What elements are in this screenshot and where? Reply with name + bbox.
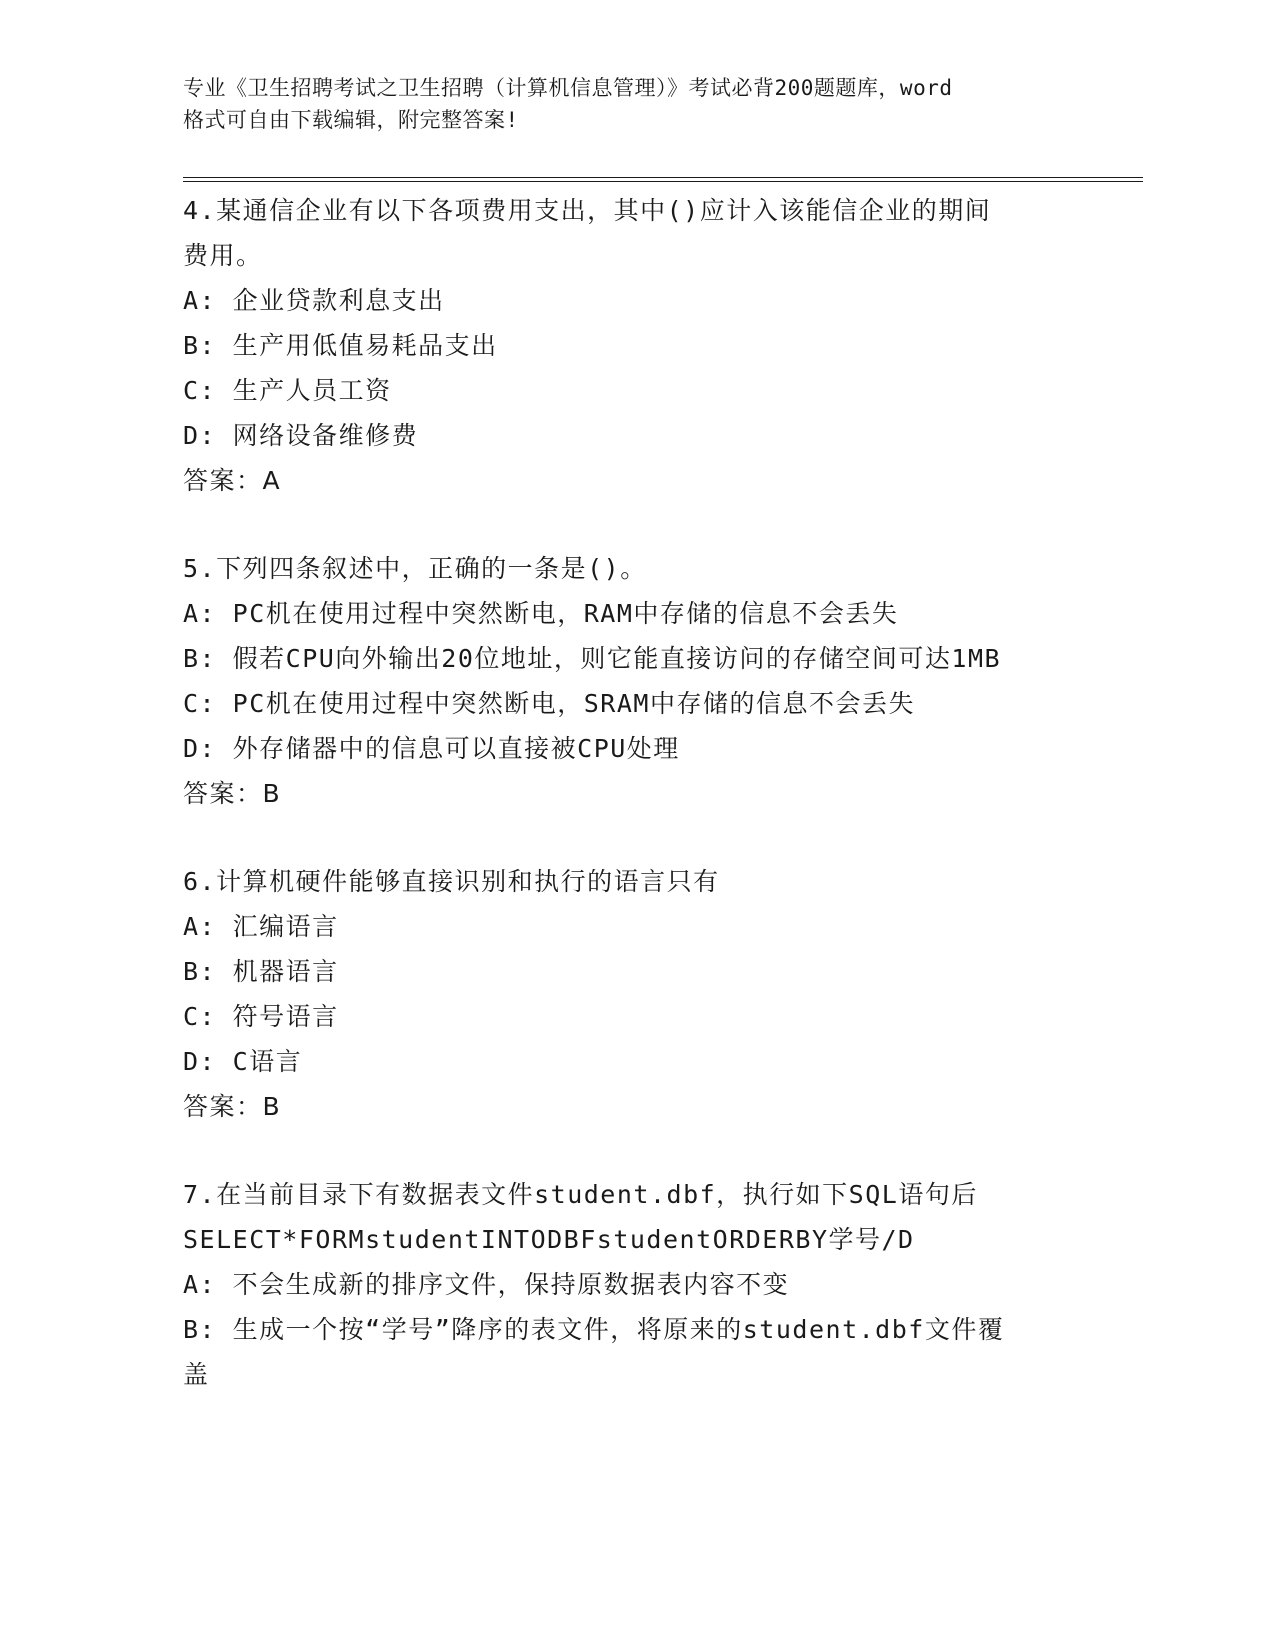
header-divider-bottom — [183, 181, 1143, 182]
option-b: B: 假若CPU向外输出20位地址，则它能直接访问的存储空间可达1MB — [183, 644, 1002, 673]
question-text: 5.下列四条叙述中，正确的一条是()。 — [183, 554, 647, 583]
option-b: B: 生成一个按“学号”降序的表文件，将原来的student.dbf文件覆 — [183, 1315, 1005, 1344]
question-4 — [183, 188, 1083, 503]
answer: 答案：B — [183, 1092, 282, 1121]
option-b-continued: 盖 — [183, 1360, 210, 1389]
option-c: C: 生产人员工资 — [183, 376, 392, 405]
question-text-continued: 费用。 — [183, 241, 263, 270]
document-header — [183, 72, 1083, 136]
header-divider-top — [183, 177, 1143, 178]
option-a: A: PC机在使用过程中突然断电，RAM中存储的信息不会丢失 — [183, 599, 899, 628]
question-text: 7.在当前目录下有数据表文件student.dbf，执行如下SQL语句后 — [183, 1180, 978, 1209]
answer: 答案：A — [183, 466, 282, 495]
question-text-continued: SELECT*FORMstudentINTODBFstudentORDERBY学号/D — [183, 1225, 915, 1254]
question-text: 6.计算机硬件能够直接识别和执行的语言只有 — [183, 867, 720, 896]
option-a: A: 汇编语言 — [183, 912, 339, 941]
option-d: D: C语言 — [183, 1047, 303, 1076]
option-c: C: PC机在使用过程中突然断电，SRAM中存储的信息不会丢失 — [183, 689, 915, 718]
option-b: B: 生产用低值易耗品支出 — [183, 331, 498, 360]
answer: 答案：B — [183, 779, 282, 808]
option-b: B: 机器语言 — [183, 957, 339, 986]
header-line-1: 专业《卫生招聘考试之卫生招聘（计算机信息管理）》考试必背200题题库，word — [183, 76, 953, 100]
option-d: D: 外存储器中的信息可以直接被CPU处理 — [183, 734, 680, 763]
question-text: 4.某通信企业有以下各项费用支出，其中()应计入该能信企业的期间 — [183, 196, 992, 225]
question-list — [183, 188, 1083, 1440]
option-d: D: 网络设备维修费 — [183, 421, 419, 450]
option-a: A: 不会生成新的排序文件，保持原数据表内容不变 — [183, 1270, 790, 1299]
header-line-2: 格式可自由下载编辑，附完整答案! — [183, 108, 519, 132]
question-5 — [183, 546, 1083, 816]
option-a: A: 企业贷款利息支出 — [183, 286, 445, 315]
question-7 — [183, 1172, 1083, 1397]
option-c: C: 符号语言 — [183, 1002, 339, 1031]
question-6 — [183, 859, 1083, 1129]
